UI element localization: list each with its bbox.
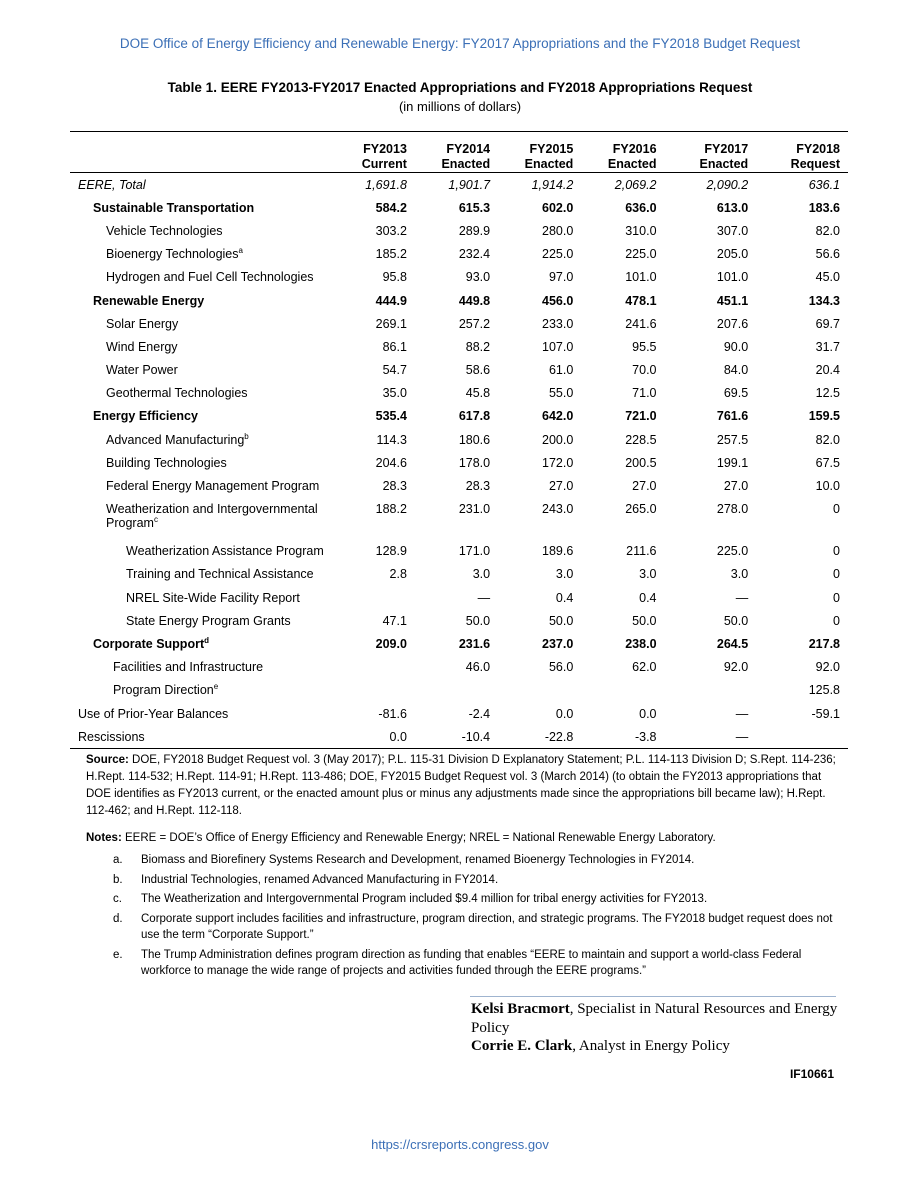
table-cell: 20.4 [815, 363, 840, 378]
table-row [70, 725, 848, 749]
row-label: Advanced Manufacturing$^b$ [106, 431, 249, 447]
table-cell: 231.6 [458, 636, 491, 651]
table-cell: 46.0 [465, 660, 491, 675]
table-cell: 0.0 [555, 706, 574, 721]
row-label: Training and Technical Assistance [126, 567, 314, 582]
footnote-marker: a [238, 246, 243, 255]
label-column-header [70, 132, 332, 173]
table-cell: 27.0 [632, 479, 657, 494]
table-row [70, 196, 848, 219]
table-cell: 278.0 [716, 501, 749, 516]
column-header: FY2017 Enacted [699, 142, 749, 171]
note-item: a. Biomass and Biorefinery Systems Research and Development, renamed Bioenergy Technologies in FY2014. [113, 854, 695, 866]
table-cell: 307.0 [716, 223, 749, 238]
table-cell: 228.5 [625, 432, 657, 447]
table-row [70, 498, 848, 540]
table-cell: 265.0 [625, 501, 657, 516]
table-cell: 50.0 [548, 613, 574, 628]
footer-url[interactable]: https://crsreports.congress.gov [371, 1137, 549, 1152]
row-label: Renewable Energy [93, 293, 205, 308]
table-cell: 264.5 [716, 636, 749, 651]
table-cell: 233.0 [542, 316, 574, 331]
row-label: Energy Efficiency [93, 409, 198, 424]
table-cell: 86.1 [382, 339, 407, 354]
table-cell: 225.0 [542, 247, 574, 262]
table-cell: -22.8 [544, 729, 574, 744]
table-cell: 54.7 [382, 363, 407, 378]
table-cell: 0.0 [389, 729, 407, 744]
table-cell: 310.0 [625, 223, 657, 238]
table-row [70, 451, 848, 474]
table-row [70, 382, 848, 405]
table-cell: 159.5 [808, 409, 840, 424]
table-cell: 27.0 [548, 479, 574, 494]
table-row [70, 312, 848, 335]
footnote-marker: e [213, 682, 219, 692]
table-cell: 225.0 [716, 544, 749, 559]
table-cell: -10.4 [461, 729, 491, 744]
table-cell [332, 656, 415, 679]
table-cell: 62.0 [632, 660, 657, 675]
row-label: Building Technologies [106, 455, 227, 470]
table-cell: 95.5 [632, 339, 657, 354]
table-cell: 0.4 [555, 590, 574, 605]
table-cell: 82.0 [815, 432, 840, 447]
author-divider [470, 996, 836, 997]
table-cell: 35.0 [382, 386, 407, 401]
table-row [70, 702, 848, 725]
table-cell: 56.6 [815, 247, 840, 262]
table-cell: 45.0 [815, 270, 840, 285]
table-cell: 171.0 [458, 544, 491, 559]
table-cell: 56.0 [548, 660, 574, 675]
table-cell: 2,069.2 [614, 177, 657, 192]
row-label: Facilities and Infrastructure [113, 660, 264, 675]
table-row [70, 540, 848, 563]
table-cell [332, 679, 415, 702]
table-cell: 71.0 [632, 386, 657, 401]
column-header: FY2013 Current [361, 142, 407, 171]
table-cell: 225.0 [625, 247, 657, 262]
table-cell: 12.5 [815, 386, 840, 401]
table-cell: 269.1 [375, 316, 407, 331]
table-cell: 50.0 [723, 613, 749, 628]
row-label: State Energy Program Grants [126, 613, 291, 628]
note-item: d. Corporate support includes facilities and infrastructure, program direction, and strategic programs. The FY2018 budget request does not use the term “Corporate Support.” [113, 912, 833, 941]
table-cell: 535.4 [375, 409, 407, 424]
table-cell: 0 [833, 567, 840, 582]
table-cell: 28.3 [382, 479, 407, 494]
table-cell: 444.9 [375, 293, 407, 308]
table-cell: 69.7 [815, 316, 840, 331]
table-row [70, 173, 848, 197]
table-cell: 200.0 [542, 432, 574, 447]
table-cell: 183.6 [808, 200, 840, 215]
table-cell [332, 586, 415, 609]
table-row [70, 335, 848, 358]
row-label: EERE, Total [78, 177, 146, 192]
table-cell: 243.0 [542, 501, 574, 516]
table-cell: 0.0 [639, 706, 657, 721]
table-cell: — [735, 729, 749, 744]
column-header: FY2014 Enacted [441, 142, 491, 171]
row-label: Weatherization and Intergovernmental Program$^c$ [106, 501, 318, 530]
page-header: DOE Office of Energy Efficiency and Renewable Energy: FY2017 Appropriations and the FY2018 Budget Request [119, 36, 801, 51]
table-row [70, 656, 848, 679]
table-cell: 615.3 [458, 200, 491, 215]
table-cell: -2.4 [468, 706, 491, 721]
table-cell: 205.0 [716, 247, 749, 262]
table-cell: 101.0 [625, 270, 657, 285]
row-label: Bioenergy Technologies$^a$ [106, 246, 243, 262]
table-cell: 636.0 [625, 200, 657, 215]
table-cell: — [735, 590, 749, 605]
table-cell: 69.5 [723, 386, 749, 401]
table-cell: 200.5 [625, 455, 657, 470]
table-cell: 241.6 [625, 316, 657, 331]
author-block [471, 1000, 839, 1056]
table-cell: 84.0 [723, 363, 749, 378]
table-cell: 70.0 [632, 363, 657, 378]
table-cell: 0 [833, 544, 840, 559]
table-cell: -3.8 [634, 729, 657, 744]
table-cell: 90.0 [723, 339, 749, 354]
table-cell: 61.0 [548, 363, 574, 378]
table-cell: 55.0 [548, 386, 574, 401]
table-row [70, 243, 848, 266]
table-row [70, 679, 848, 702]
table-cell: 2.8 [389, 567, 407, 582]
note-item: c. The Weatherization and Intergovernmental Program included $9.4 million for tribal energy activities for FY2013. [113, 893, 708, 905]
table-cell: 107.0 [542, 339, 574, 354]
appropriations-table [70, 131, 848, 749]
table-cell: 45.8 [465, 386, 491, 401]
table-cell: 180.6 [458, 432, 491, 447]
table-cell: 1,691.8 [365, 177, 407, 192]
table-cell: 97.0 [548, 270, 574, 285]
table-cell: 204.6 [375, 455, 407, 470]
table-cell: 257.5 [716, 432, 749, 447]
row-label: Solar Energy [106, 316, 179, 331]
table-cell: 584.2 [375, 200, 407, 215]
table-cell: 617.8 [458, 409, 491, 424]
table-cell: 456.0 [542, 293, 574, 308]
table-row [70, 586, 848, 609]
table-cell: 613.0 [716, 200, 749, 215]
table-header-row [70, 132, 848, 173]
table-cell: 1,914.2 [531, 177, 574, 192]
row-label: Rescissions [78, 729, 145, 744]
column-header: FY2016 Enacted [607, 142, 657, 171]
table-row [70, 266, 848, 289]
table-cell [665, 679, 757, 702]
table-cell [756, 725, 848, 749]
table-cell: 231.0 [458, 501, 491, 516]
table-cell: — [477, 590, 491, 605]
table-cell [581, 679, 664, 702]
table-cell: 134.3 [808, 293, 840, 308]
table-cell: 1,901.7 [448, 177, 491, 192]
table-cell: 199.1 [716, 455, 749, 470]
note-item: e. The Trump Administration defines program direction as funding that enables “EERE to maintain and support a world-class Federal workforce to manage the wide range of projects and activities funded through the EERE programs.” [113, 948, 802, 977]
table-row [70, 405, 848, 428]
table-row [70, 359, 848, 382]
row-label: Water Power [106, 363, 178, 378]
table-cell: 3.0 [730, 567, 749, 582]
author-line: Corrie E. Clark, Analyst in Energy Policy [471, 1038, 730, 1054]
table-cell: 232.4 [458, 247, 491, 262]
table-cell: 0 [833, 501, 840, 516]
table-body [70, 173, 848, 749]
table-cell: 303.2 [375, 223, 407, 238]
table-cell: 3.0 [639, 567, 657, 582]
table-subtitle: (in millions of dollars) [398, 99, 522, 114]
column-header: FY2015 Enacted [524, 142, 574, 171]
table-cell: 88.2 [465, 339, 491, 354]
row-label: Hydrogen and Fuel Cell Technologies [106, 270, 314, 285]
table-cell: 67.5 [815, 455, 840, 470]
table-cell: 209.0 [375, 636, 407, 651]
table-cell: 178.0 [458, 455, 491, 470]
table-cell: 188.2 [375, 501, 407, 516]
table-cell: 761.6 [716, 409, 749, 424]
table-cell: 27.0 [723, 479, 749, 494]
table-cell: 125.8 [808, 683, 840, 698]
table-cell: 721.0 [625, 409, 657, 424]
row-label: Weatherization Assistance Program [126, 544, 324, 559]
row-label: Vehicle Technologies [106, 223, 223, 238]
table-cell: 0 [833, 590, 840, 605]
footnote-marker: c [153, 514, 158, 524]
table-row [70, 428, 848, 451]
notes-list [113, 852, 838, 983]
row-label: Geothermal Technologies [106, 386, 248, 401]
table-cell: 172.0 [542, 455, 574, 470]
row-label: Use of Prior-Year Balances [78, 706, 229, 721]
table-row [70, 474, 848, 497]
table-cell: 3.0 [472, 567, 491, 582]
table-cell: 257.2 [458, 316, 491, 331]
table-cell: 237.0 [542, 636, 574, 651]
table-cell: 642.0 [542, 409, 574, 424]
table-cell: 185.2 [375, 247, 407, 262]
table-cell: 189.6 [542, 544, 574, 559]
table-cell: 92.0 [815, 660, 840, 675]
column-header: FY2018 Request [790, 142, 840, 171]
table-title: Table 1. EERE FY2013-FY2017 Enacted Appropriations and FY2018 Appropriations Request [167, 80, 753, 95]
table-cell: 478.1 [625, 293, 657, 308]
table-cell: — [735, 706, 749, 721]
table-row [70, 563, 848, 586]
table-cell: 50.0 [632, 613, 657, 628]
table-cell: 93.0 [465, 270, 491, 285]
table-cell: 289.9 [458, 223, 491, 238]
table-row [70, 632, 848, 655]
table-cell: 114.3 [376, 432, 407, 447]
table-row [70, 219, 848, 242]
table-cell: -59.1 [811, 706, 840, 721]
footnote-marker: d [204, 635, 209, 645]
table-cell [498, 679, 581, 702]
table-cell: 128.9 [375, 544, 407, 559]
table-cell [415, 679, 498, 702]
row-label: Program Direction$^e$ [113, 682, 219, 698]
source-note: Source: DOE, FY2018 Budget Request vol. 3 (May 2017); P.L. 115-31 Division D Explanatory Statement; P.L. 114-113 Division D; S.Rept. 114-236; H.Rept. 114-532; H.Rept. 114-91; H.Rept. 113-486; DOE, FY2015 Budget Request vol. 3 (March 2014) (to obtain the FY2013 appropriations that DOE identifies as FY2013 current, or the enacted amount plus or minus any adjustments made since the appropriations bill became law); H.Rept. 112-462; and H.Rept. 112-118. [86, 754, 836, 817]
table-cell: 2,090.2 [706, 177, 749, 192]
row-label: NREL Site-Wide Facility Report [126, 590, 300, 605]
table-cell: 217.8 [808, 636, 840, 651]
table-row [70, 289, 848, 312]
table-cell: 3.0 [555, 567, 574, 582]
row-label: Sustainable Transportation [93, 200, 255, 215]
table-cell: -81.6 [378, 706, 407, 721]
table-cell: 10.0 [815, 479, 840, 494]
table-cell: 50.0 [465, 613, 491, 628]
table-cell: 47.1 [382, 613, 407, 628]
footnote-marker: b [244, 431, 249, 441]
table-cell: 280.0 [542, 223, 574, 238]
table-row [70, 609, 848, 632]
row-label: Federal Energy Management Program [106, 479, 320, 494]
table-cell: 602.0 [542, 200, 574, 215]
table-cell: 449.8 [458, 293, 491, 308]
table-cell: 636.1 [808, 177, 840, 192]
table-cell: 31.7 [815, 339, 840, 354]
row-label: Wind Energy [106, 339, 178, 354]
table-cell: 82.0 [815, 223, 840, 238]
table-cell: 0 [833, 613, 840, 628]
author-line: Kelsi Bracmort, Specialist in Natural Resources and Energy Policy [471, 1001, 838, 1036]
notes-intro: Notes: EERE = DOE’s Office of Energy Efficiency and Renewable Energy; NREL = National Renewable Energy Laboratory. [86, 832, 716, 844]
table-cell: 207.6 [716, 316, 749, 331]
table-cell: 28.3 [465, 479, 491, 494]
table-cell: 0.4 [639, 590, 657, 605]
table-cell: 238.0 [625, 636, 657, 651]
table-cell: 58.6 [465, 363, 491, 378]
table-cell: 101.0 [716, 270, 749, 285]
table-cell: 92.0 [723, 660, 749, 675]
row-label: Corporate Support$^d$ [93, 635, 209, 651]
note-item: b. Industrial Technologies, renamed Advanced Manufacturing in FY2014. [113, 873, 499, 886]
table-cell: 95.8 [382, 270, 407, 285]
table-cell: 451.1 [716, 293, 749, 308]
table-cell: 211.6 [626, 544, 657, 559]
document-id: IF10661 [789, 1067, 834, 1081]
